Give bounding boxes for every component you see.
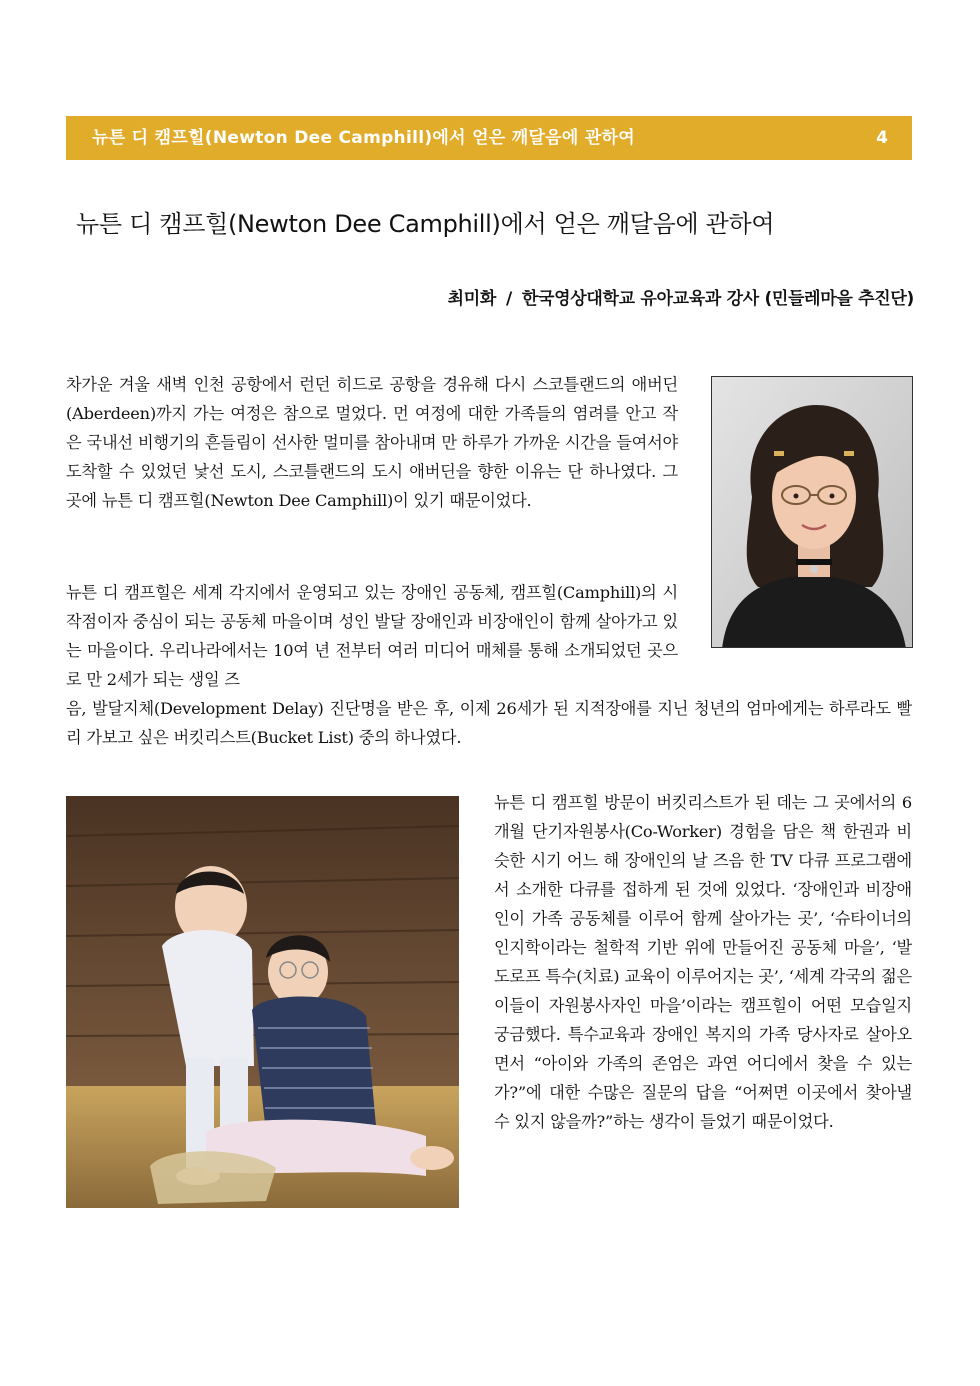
children-photo xyxy=(66,796,459,1208)
byline-separator: / xyxy=(505,289,512,309)
paragraph-2-bottom: 음, 발달지체(Development Delay) 진단명을 받은 후, 이제 26세가 된 지적장애를 지닌 청년의 엄마에게는 하루라도 빨리 가보고 싶은 버킷리스트(Bucket List) 중의 하나였다. xyxy=(66,699,912,747)
author-affiliation: 한국영상대학교 유아교육과 강사 (민들레마을 추진단) xyxy=(521,289,914,309)
running-header-bar xyxy=(66,116,912,160)
paragraph-3: 뉴튼 디 캠프힐 방문이 버킷리스트가 된 데는 그 곳에서의 6개월 단기자원봉사(Co-Worker) 경험을 담은 책 한권과 비슷한 시기 어느 해 장애인의 날 즈음 한 TV 다큐 프로그램에서 소개한 다큐를 접하게 된 것에 있었다. ‘장애인과 비장애인이 가족 공동체를 이루어 함께 살아가는 곳’, ‘슈타이너의 인지학이라는 철학적 기반 위에 만들어진 공동체 마을’, ‘발도로프 특수(치료) 교육이 이루어지는 곳’, ‘세계 각국의 젊은이들이 자원봉사자인 마을’이라는 캠프힐이 어떤 모습일지 궁금했다. 특수교육과 장애인 복지의 가족 당사자로 살아오면서 “아이와 가족의 존엄은 과연 어디에서 찾을 수 있는가?”에 대한 수많은 질문의 답을 “어쩌면 이곳에서 찾아낼 수 있지 않을까?”하는 생각이 들었기 때문이었다. xyxy=(494,793,912,1131)
page-number: 4 xyxy=(876,128,888,148)
paragraph-2-top: 뉴튼 디 캠프힐은 세계 각지에서 운영되고 있는 장애인 공동체, 캠프힐(Camphill)의 시작점이자 중심이 되는 공동체 마을이며 성인 발달 장애인과 비장애인이 함께 살아가고 있는 마을이다. 우리나라에서는 10여 년 전부터 여러 미디어 매체를 통해 소개되었던 곳으로 만 2세가 되는 생일 즈 xyxy=(66,583,678,689)
running-header-title: 뉴튼 디 캠프힐(Newton Dee Camphill)에서 얻은 깨달음에 관하여 xyxy=(92,128,635,148)
article-title: 뉴튼 디 캠프힐(Newton Dee Camphill)에서 얻은 깨달음에 관하여 xyxy=(76,210,775,238)
author-portrait-photo xyxy=(711,376,913,648)
byline xyxy=(448,284,914,309)
author-name: 최미화 xyxy=(447,289,496,309)
paragraph-1: 차가운 겨울 새벽 인천 공항에서 런던 히드로 공항을 경유해 다시 스코틀랜드의 애버딘(Aberdeen)까지 가는 여정은 참으로 멀었다. 먼 여정에 대한 가족들의 염려를 안고 작은 국내선 비행기의 흔들림이 선사한 멀미를 참아내며 만 하루가 가까운 시간을 들여서야 도착할 수 있었던 낯선 도시, 스코틀랜드의 도시 애버딘을 향한 이유는 단 하나였다. 그 곳에 뉴튼 디 캠프힐(Newton Dee Camphill)이 있기 때문이었다. xyxy=(66,375,678,510)
